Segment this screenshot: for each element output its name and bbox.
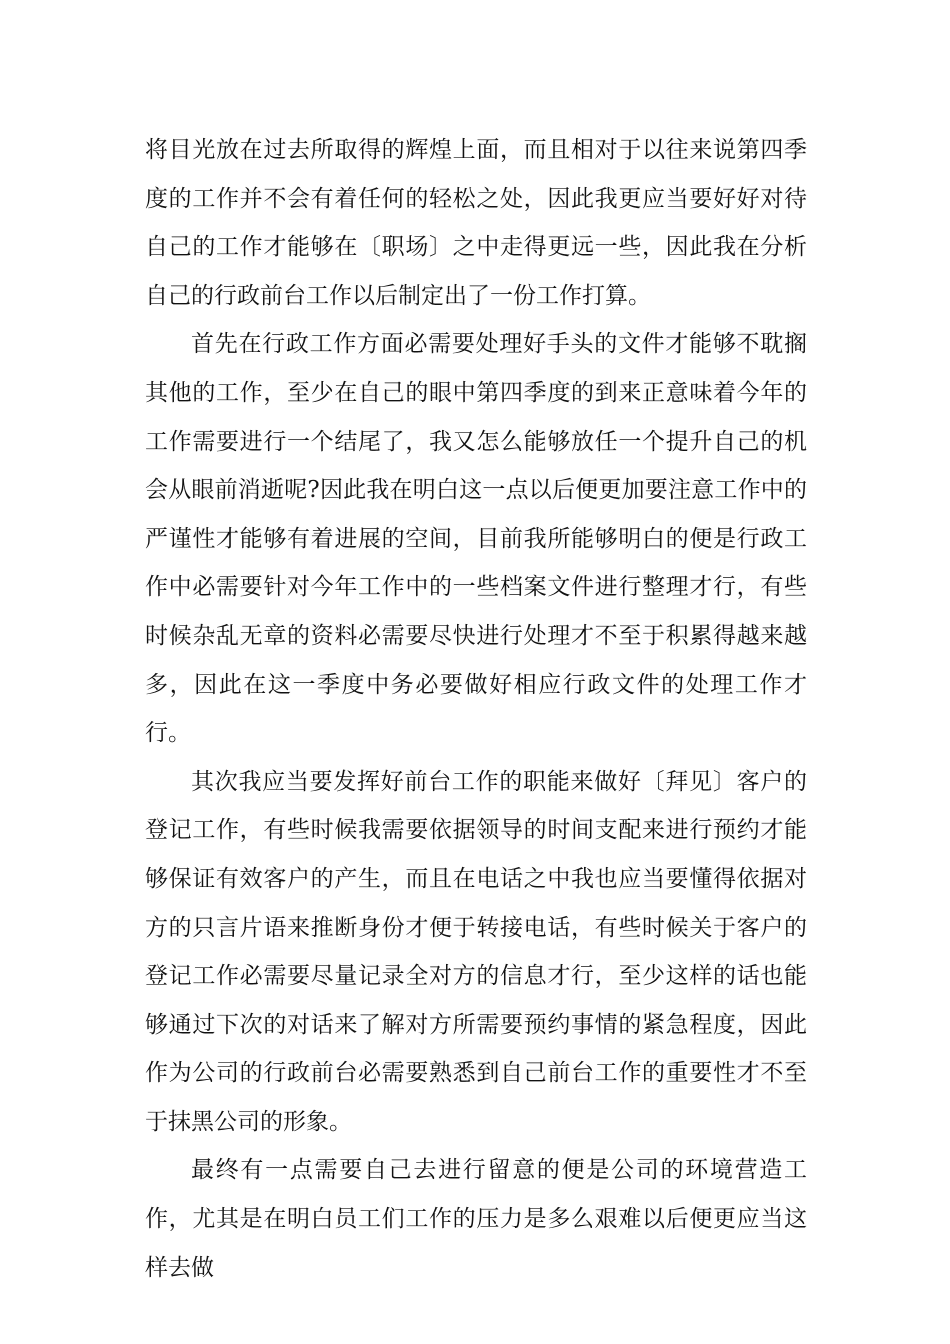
paragraph-4: 最终有一点需要自己去进行留意的便是公司的环境营造工作，尤其是在明白员工们工作的压力是多么艰难以后便更应当这样去做 [145, 1157, 807, 1281]
paragraph-1: 将目光放在过去所取得的辉煌上面，而且相对于以往来说第四季度的工作并不会有着任何的轻松之处，因此我更应当要好好对待自己的工作才能够在〔职场〕之中走得更远一些，因此我在分析自己的行政前台工作以后制定出了一份工作打算。 [145, 137, 807, 309]
document-body [145, 126, 807, 1292]
paragraph-2: 首先在行政工作方面必需要处理好手头的文件才能够不耽搁其他的工作，至少在自己的眼中第四季度的到来正意味着今年的工作需要进行一个结尾了，我又怎么能够放任一个提升自己的机会从眼前消逝呢?因此我在明白这一点以后便更加要注意工作中的严谨性才能够有着进展的空间，目前我所能够明白的便是行政工作中必需要针对今年工作中的一些档案文件进行整理才行，有些时候杂乱无章的资料必需要尽快进行处理才不至于积累得越来越多，因此在这一季度中务必要做好相应行政文件的处理工作才行。 [145, 331, 807, 747]
paragraph-3: 其次我应当要发挥好前台工作的职能来做好〔拜见〕客户的登记工作，有些时候我需要依据领导的时间支配来进行预约才能够保证有效客户的产生，而且在电话之中我也应当要懂得依据对方的只言片语来推断身份才便于转接电话，有些时候关于客户的登记工作必需要尽量记录全对方的信息才行，至少这样的话也能够通过下次的对话来了解对方所需要预约事情的紧急程度，因此作为公司的行政前台必需要熟悉到自己前台工作的重要性才不至于抹黑公司的形象。 [145, 768, 807, 1135]
